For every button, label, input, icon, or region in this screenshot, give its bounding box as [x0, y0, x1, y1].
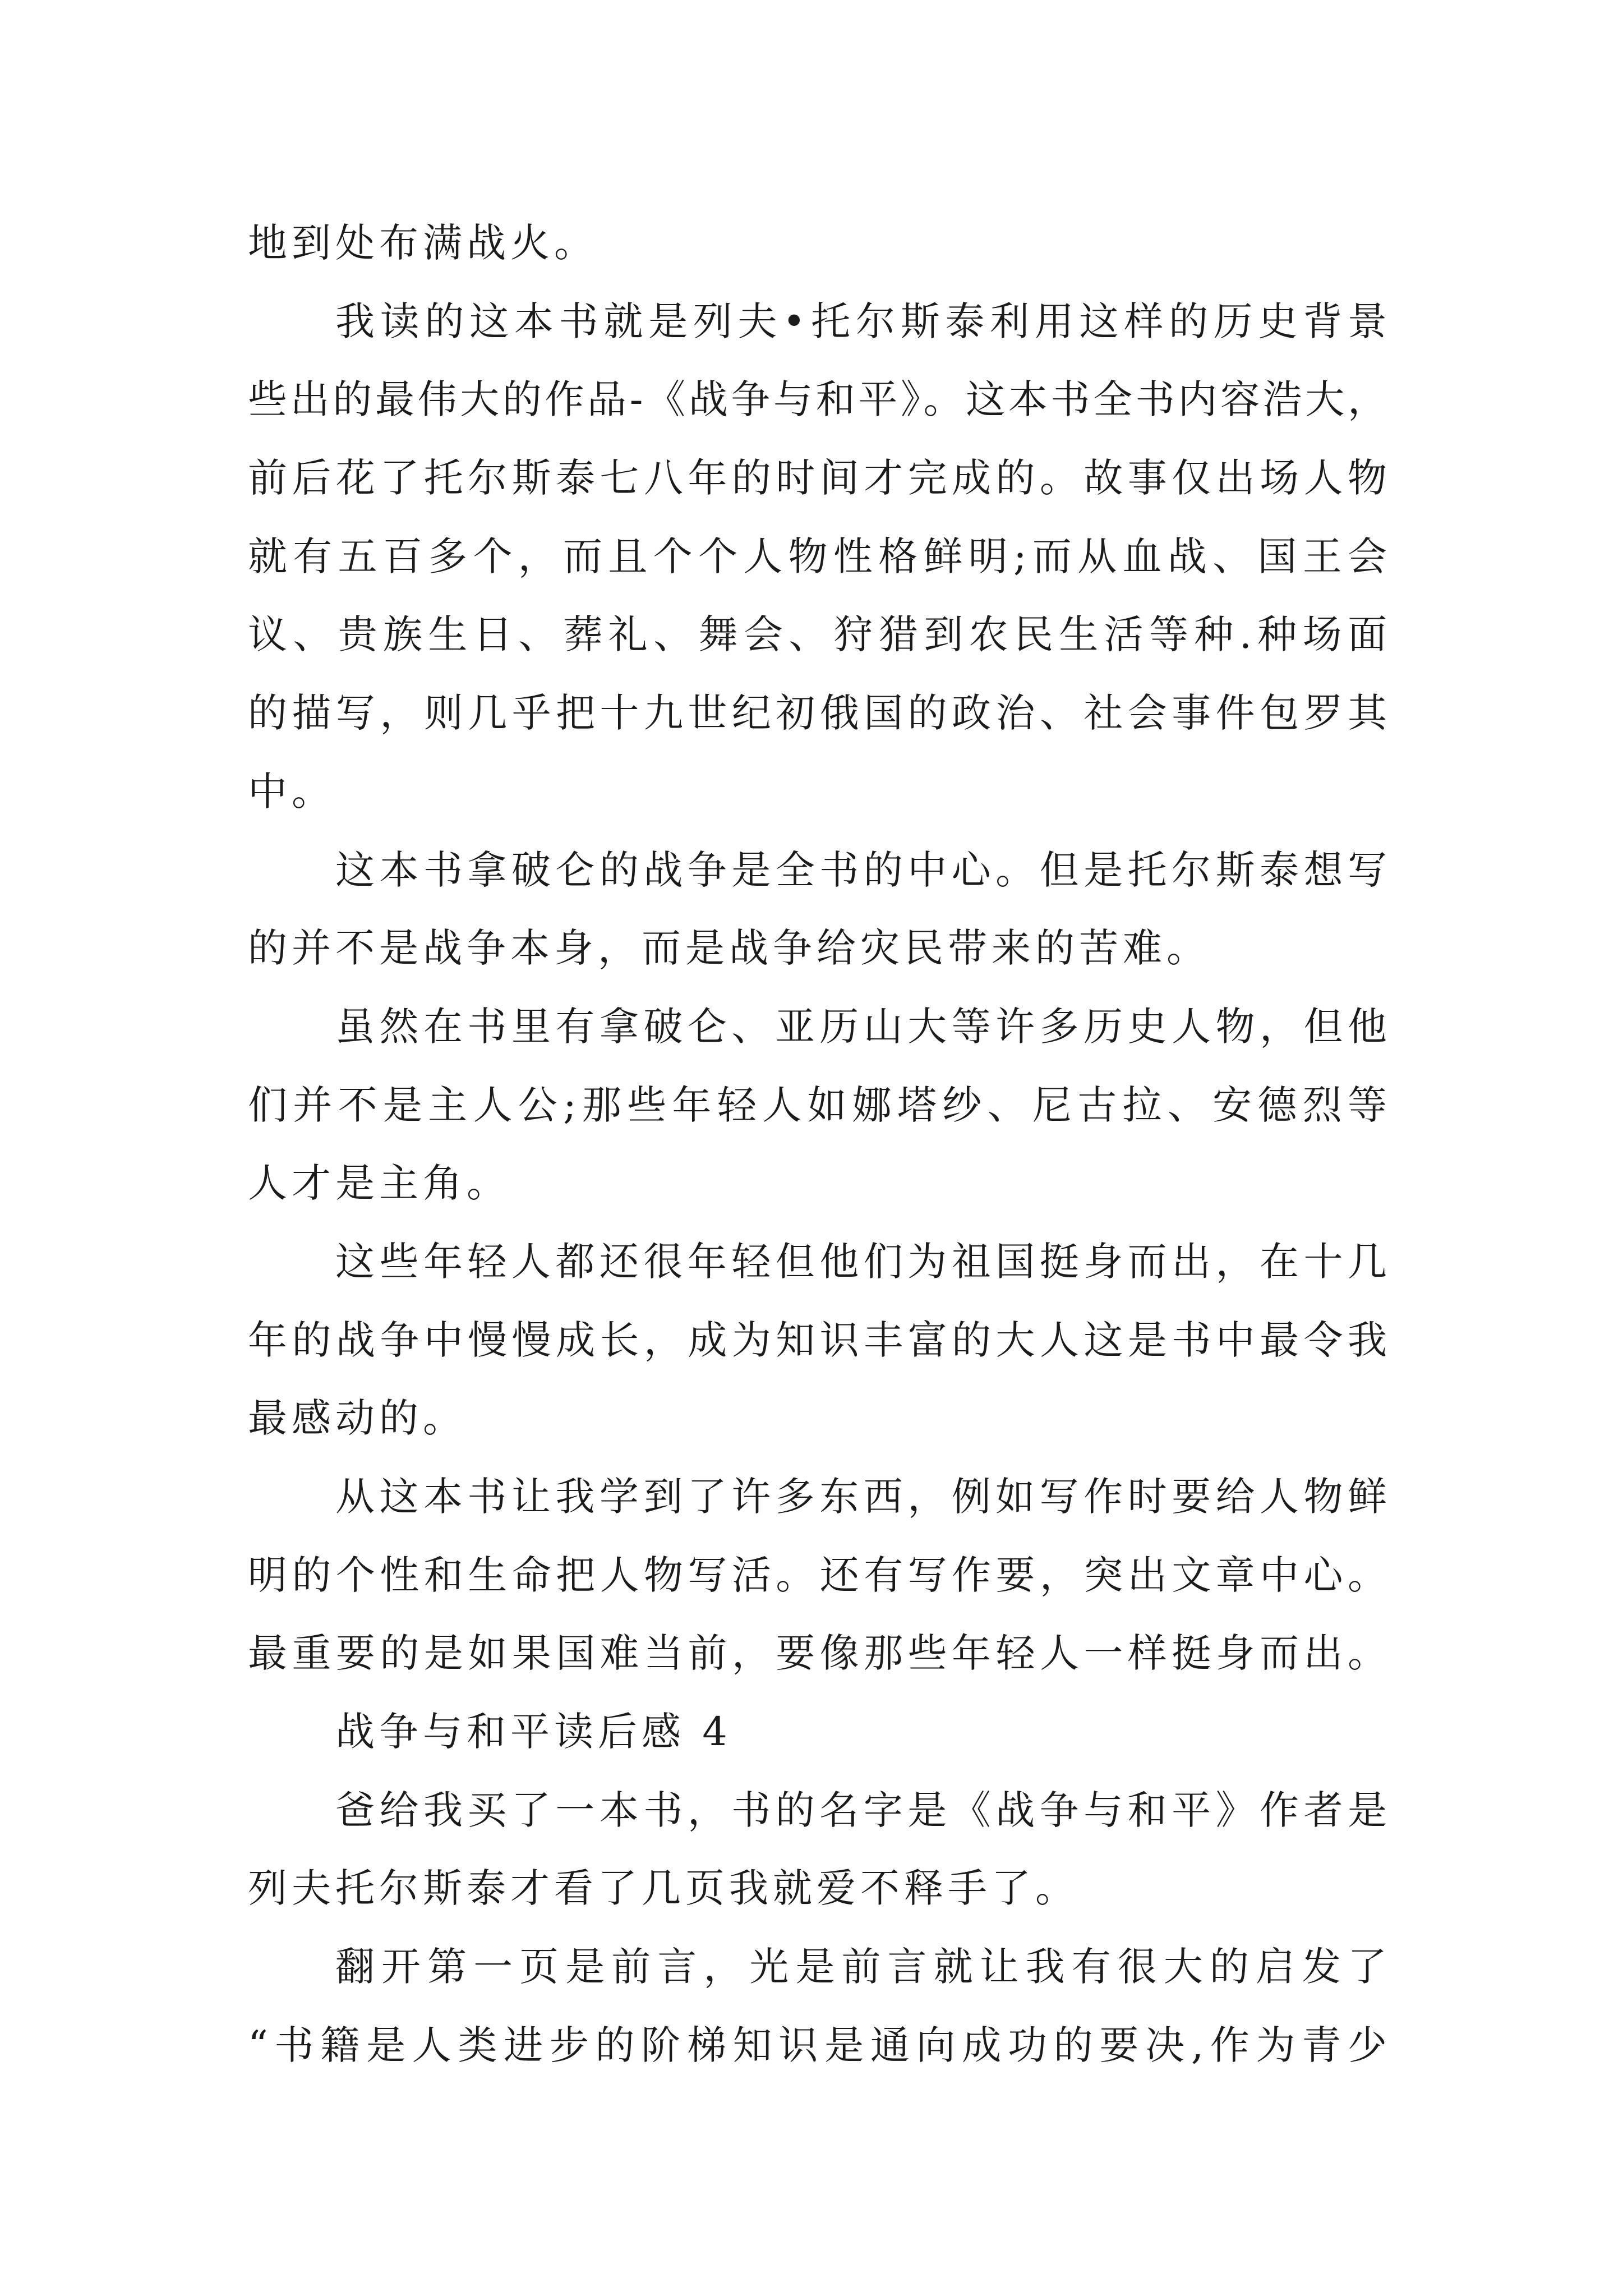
text-line: 明的个性和生命把人物写活。还有写作要，突出文章中心。 — [248, 1552, 1387, 1598]
text-line: 翻开第一页是前言，光是前言就让我有很大的启发了 — [335, 1944, 1387, 1990]
text-line: 列夫托尔斯泰才看了几页我就爱不释手了。 — [248, 1865, 1079, 1912]
paragraph — [248, 988, 1387, 1223]
text-line: 的描写，则几乎把十九世纪初俄国的政治、社会事件包罗其 — [248, 690, 1387, 737]
text-line: 们并不是主人公;那些年轻人如娜塔纱、尼古拉、安德烈等 — [248, 1082, 1387, 1128]
paragraph — [248, 204, 1387, 283]
text-line: 中。 — [248, 768, 335, 815]
text-line: 的并不是战争本身，而是战争给灾民带来的苦难。 — [248, 925, 1210, 972]
text-line: 最感动的。 — [248, 1395, 467, 1442]
section-heading: 战争与和平读后感 4 — [335, 1709, 732, 1755]
text-line: 地到处布满战火。 — [248, 220, 598, 266]
paragraph — [248, 1458, 1387, 1693]
text-line: 从这本书让我学到了许多东西，例如写作时要给人物鲜 — [335, 1474, 1387, 1520]
text-line: 些出的最伟大的作品-《战争与和平》。这本书全书内容浩大， — [248, 376, 1387, 423]
document-body — [248, 204, 1387, 2085]
paragraph — [248, 1772, 1387, 1928]
paragraph — [248, 1223, 1387, 1458]
text-line: 年的战争中慢慢成长，成为知识丰富的大人这是书中最令我 — [248, 1317, 1387, 1363]
text-line: 最重要的是如果国难当前，要像那些年轻人一样挺身而出。 — [248, 1630, 1387, 1677]
text-line: “书籍是人类进步的阶梯知识是通向成功的要决,作为青少 — [248, 2022, 1387, 2068]
text-line: 这些年轻人都还很年轻但他们为祖国挺身而出，在十几 — [335, 1238, 1387, 1285]
paragraph — [248, 283, 1387, 831]
text-line: 我读的这本书就是列夫•托尔斯泰利用这样的历史背景 — [335, 298, 1387, 344]
text-line: 前后花了托尔斯泰七八年的时间才完成的。故事仅出场人物 — [248, 455, 1387, 501]
paragraph — [248, 1928, 1387, 2085]
text-line: 虽然在书里有拿破仑、亚历山大等许多历史人物，但他 — [335, 1003, 1387, 1050]
text-line: 这本书拿破仑的战争是全书的中心。但是托尔斯泰想写 — [335, 846, 1387, 893]
text-line: 爸给我买了一本书，书的名字是《战争与和平》作者是 — [335, 1787, 1387, 1833]
paragraph — [248, 831, 1387, 988]
text-line: 人才是主角。 — [248, 1160, 510, 1207]
text-line: 就有五百多个，而且个个人物性格鲜明;而从血战、国王会 — [248, 533, 1387, 579]
text-line: 议、贵族生日、葬礼、舞会、狩猎到农民生活等种.种场面 — [248, 611, 1387, 658]
